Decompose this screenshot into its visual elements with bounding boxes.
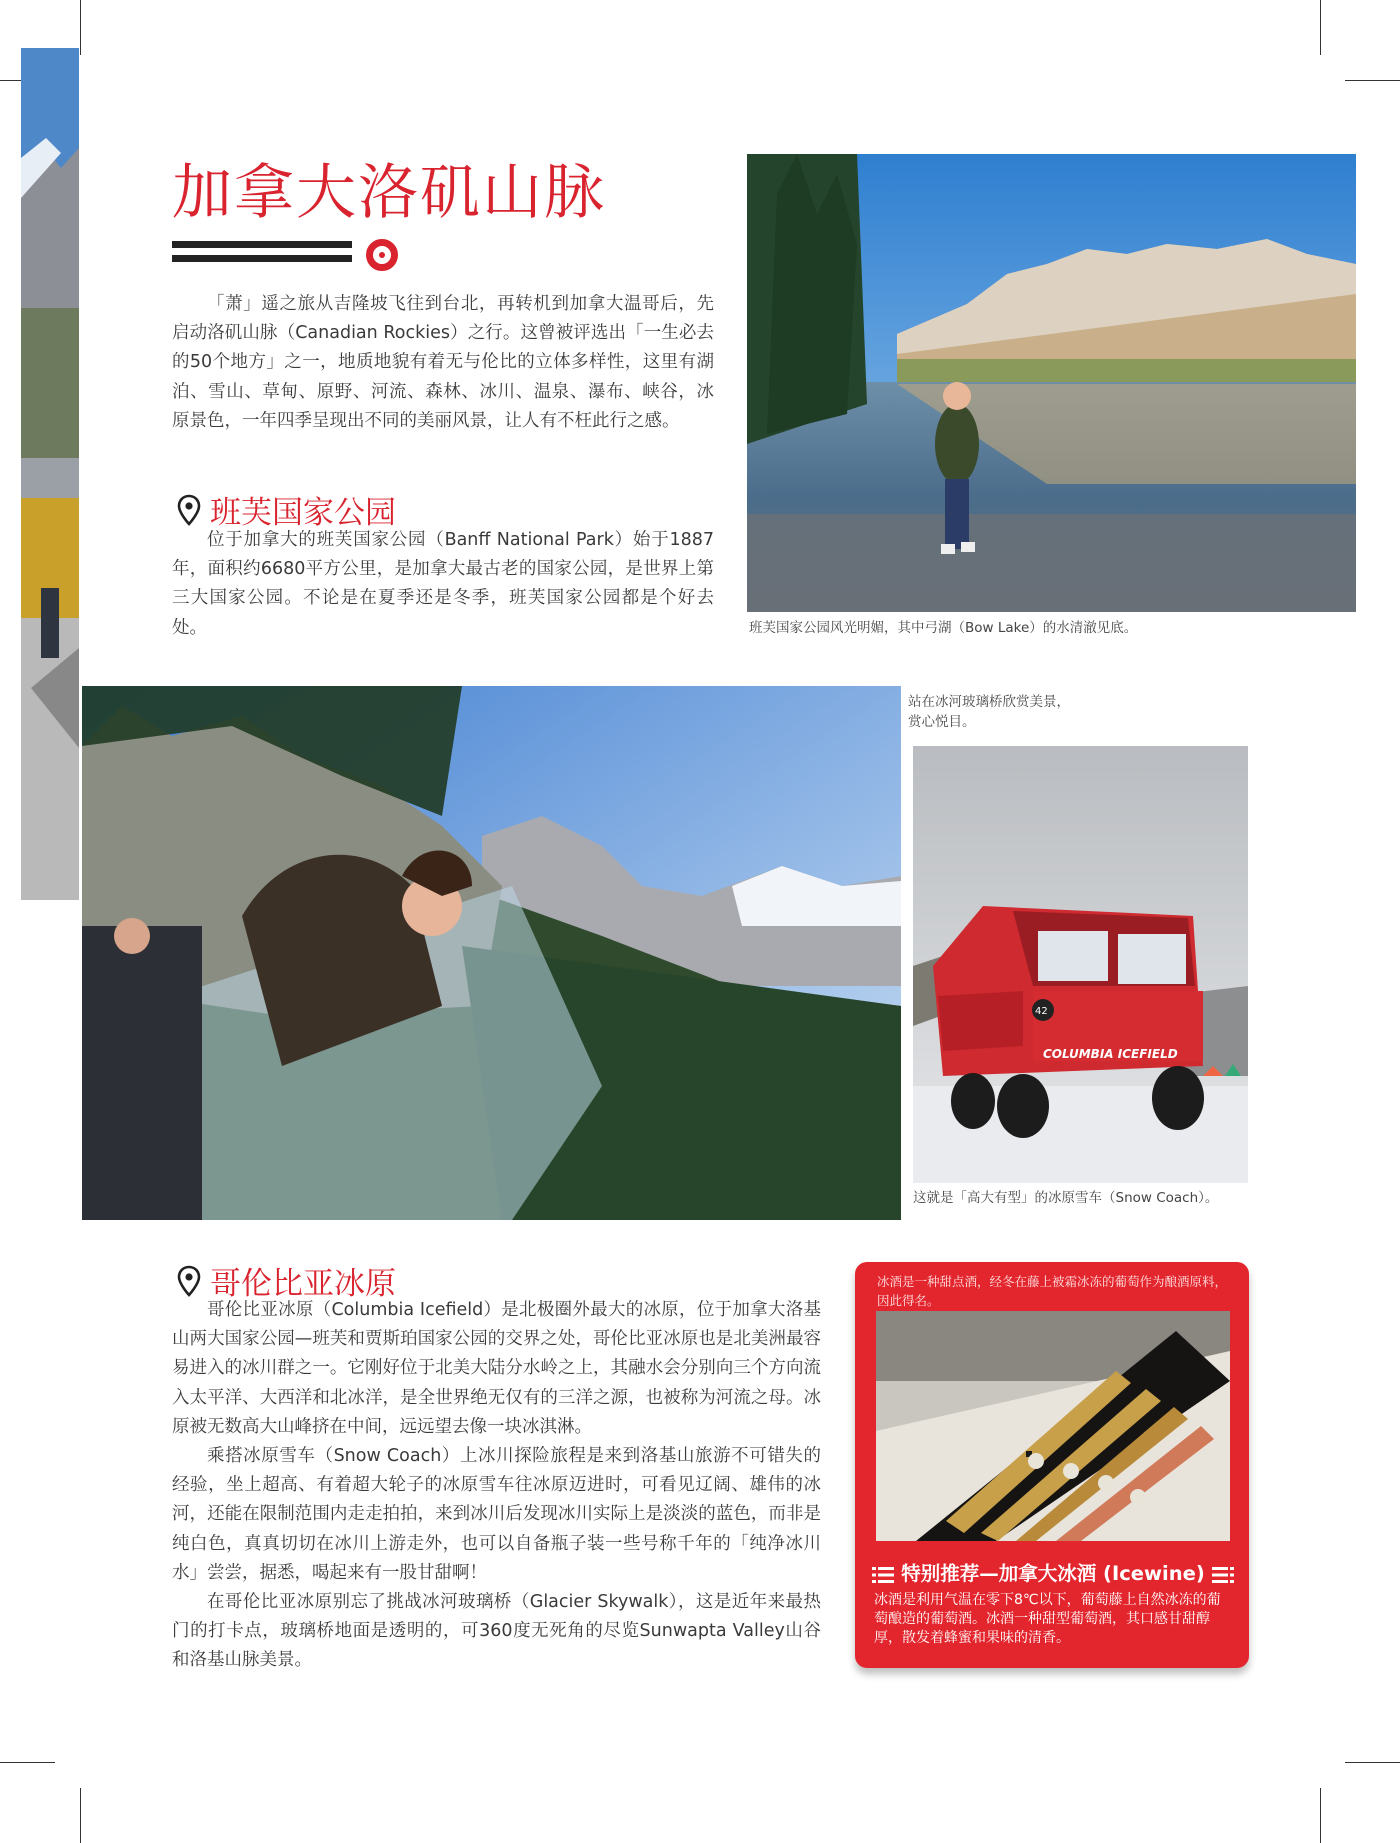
crop-mark: [1345, 80, 1400, 81]
icefield-heading-text: 哥伦比亚冰原: [210, 1266, 396, 1302]
icefield-paragraph-3: 在哥伦比亚冰原别忘了挑战冰河玻璃桥（Glacier Skywalk），这是近年来最热门的打卡点，玻璃桥地面是透明的，可360度无死角的尽览Sunwapta Valley山谷和洛基山脉美景。: [172, 1592, 821, 1671]
snow-coach-photo: [913, 746, 1248, 1183]
crop-mark: [1320, 0, 1321, 55]
banff-paragraph: 位于加拿大的班芙国家公园（Banff National Park）始于1887年，面积约6680平方公里，是加拿大最古老的国家公园，是世界上第三大国家公园。不论是在夏季还是冬季，班芙国家公园都是个好去处。: [172, 530, 714, 638]
icewine-note: 冰酒是一种甜点酒，经冬在藤上被霜冰冻的葡萄作为酿酒原料，因此得名。: [877, 1274, 1228, 1308]
icewine-heading-text: 特别推荐—加拿大冰酒 (Icewine): [901, 1562, 1205, 1585]
crop-mark: [0, 1762, 55, 1763]
skywalk-caption: 站在冰河玻璃桥欣赏美景，赏心悦目。: [908, 694, 1070, 730]
left-edge-photo: [21, 48, 79, 900]
icefield-body: [172, 1296, 821, 1676]
vehicle-number: 42: [1035, 1006, 1048, 1017]
icefield-paragraph-2: 乘搭冰原雪车（Snow Coach）上冰川探险旅程是来到洛基山旅游不可错失的经验，坐上超高、有着超大轮子的冰原雪车往冰原迈进时，可看见辽阔、雄伟的冰河，还能在限制范围内走走拍拍，来到冰川后发现冰川实际上是淡淡的蓝色，而非是纯白色，真真切切在冰川上游走外，也可以自备瓶子装一些号称千年的「纯净冰川水」尝尝，据悉，喝起来有一股甘甜啊！: [172, 1446, 821, 1583]
list-icon: [872, 1566, 894, 1584]
crop-mark: [80, 0, 81, 55]
icewine-photo: [876, 1311, 1230, 1541]
snow-coach-caption: 这就是「高大有型」的冰原雪车（Snow Coach）。: [913, 1190, 1219, 1206]
icewine-heading: [872, 1558, 1234, 1586]
title-divider: [172, 241, 352, 248]
vehicle-logo-text: COLUMBIA ICEFIELD: [1043, 1047, 1178, 1061]
intro-paragraph: 「萧」遥之旅从吉隆坡飞往到台北，再转机到加拿大温哥后，先启动洛矶山脉（Canadian Rockies）之行。这曾被评选出「一生必去的50个地方」之一，地质地貌有着无与伦比的立体多样性，这里有湖泊、雪山、草甸、原野、河流、森林、冰川、温泉、瀑布、峡谷，冰原景色，一年四季呈现出不同的美丽风景，让人有不枉此行之感。: [172, 294, 714, 431]
location-pin-icon: [176, 494, 202, 526]
bow-lake-caption: 班芙国家公园风光明媚，其中弓湖（Bow Lake）的水清澈见底。: [749, 620, 1138, 636]
banff-heading-text: 班芙国家公园: [210, 495, 396, 531]
icewine-body: 冰酒是利用气温在零下8℃以下，葡萄藤上自然冰冻的葡萄酿造的葡萄酒。冰酒一种甜型葡萄酒，其口感甘甜醇厚，散发着蜂蜜和果味的清香。: [874, 1592, 1221, 1646]
crop-mark: [1320, 1788, 1321, 1843]
list-icon: [1212, 1566, 1234, 1584]
glacier-skywalk-photo: [82, 686, 901, 1220]
title-divider: [172, 255, 352, 262]
title-ring-ornament: [366, 239, 398, 271]
page-title: 加拿大洛矶山脉: [172, 158, 606, 228]
crop-mark: [1345, 1762, 1400, 1763]
bow-lake-photo: [747, 154, 1356, 612]
crop-mark: [80, 1788, 81, 1843]
icefield-paragraph-1: 哥伦比亚冰原（Columbia Icefield）是北极圈外最大的冰原，位于加拿大洛基山两大国家公园—班芙和贾斯珀国家公园的交界之处，哥伦比亚冰原也是北美洲最容易进入的冰川群之一。它刚好位于北美大陆分水岭之上，其融水会分别向三个方向流入太平洋、大西洋和北冰洋，是全世界绝无仅有的三洋之源，也被称为河流之母。冰原被无数高大山峰挤在中间，远远望去像一块冰淇淋。: [172, 1300, 821, 1437]
location-pin-icon: [176, 1265, 202, 1297]
